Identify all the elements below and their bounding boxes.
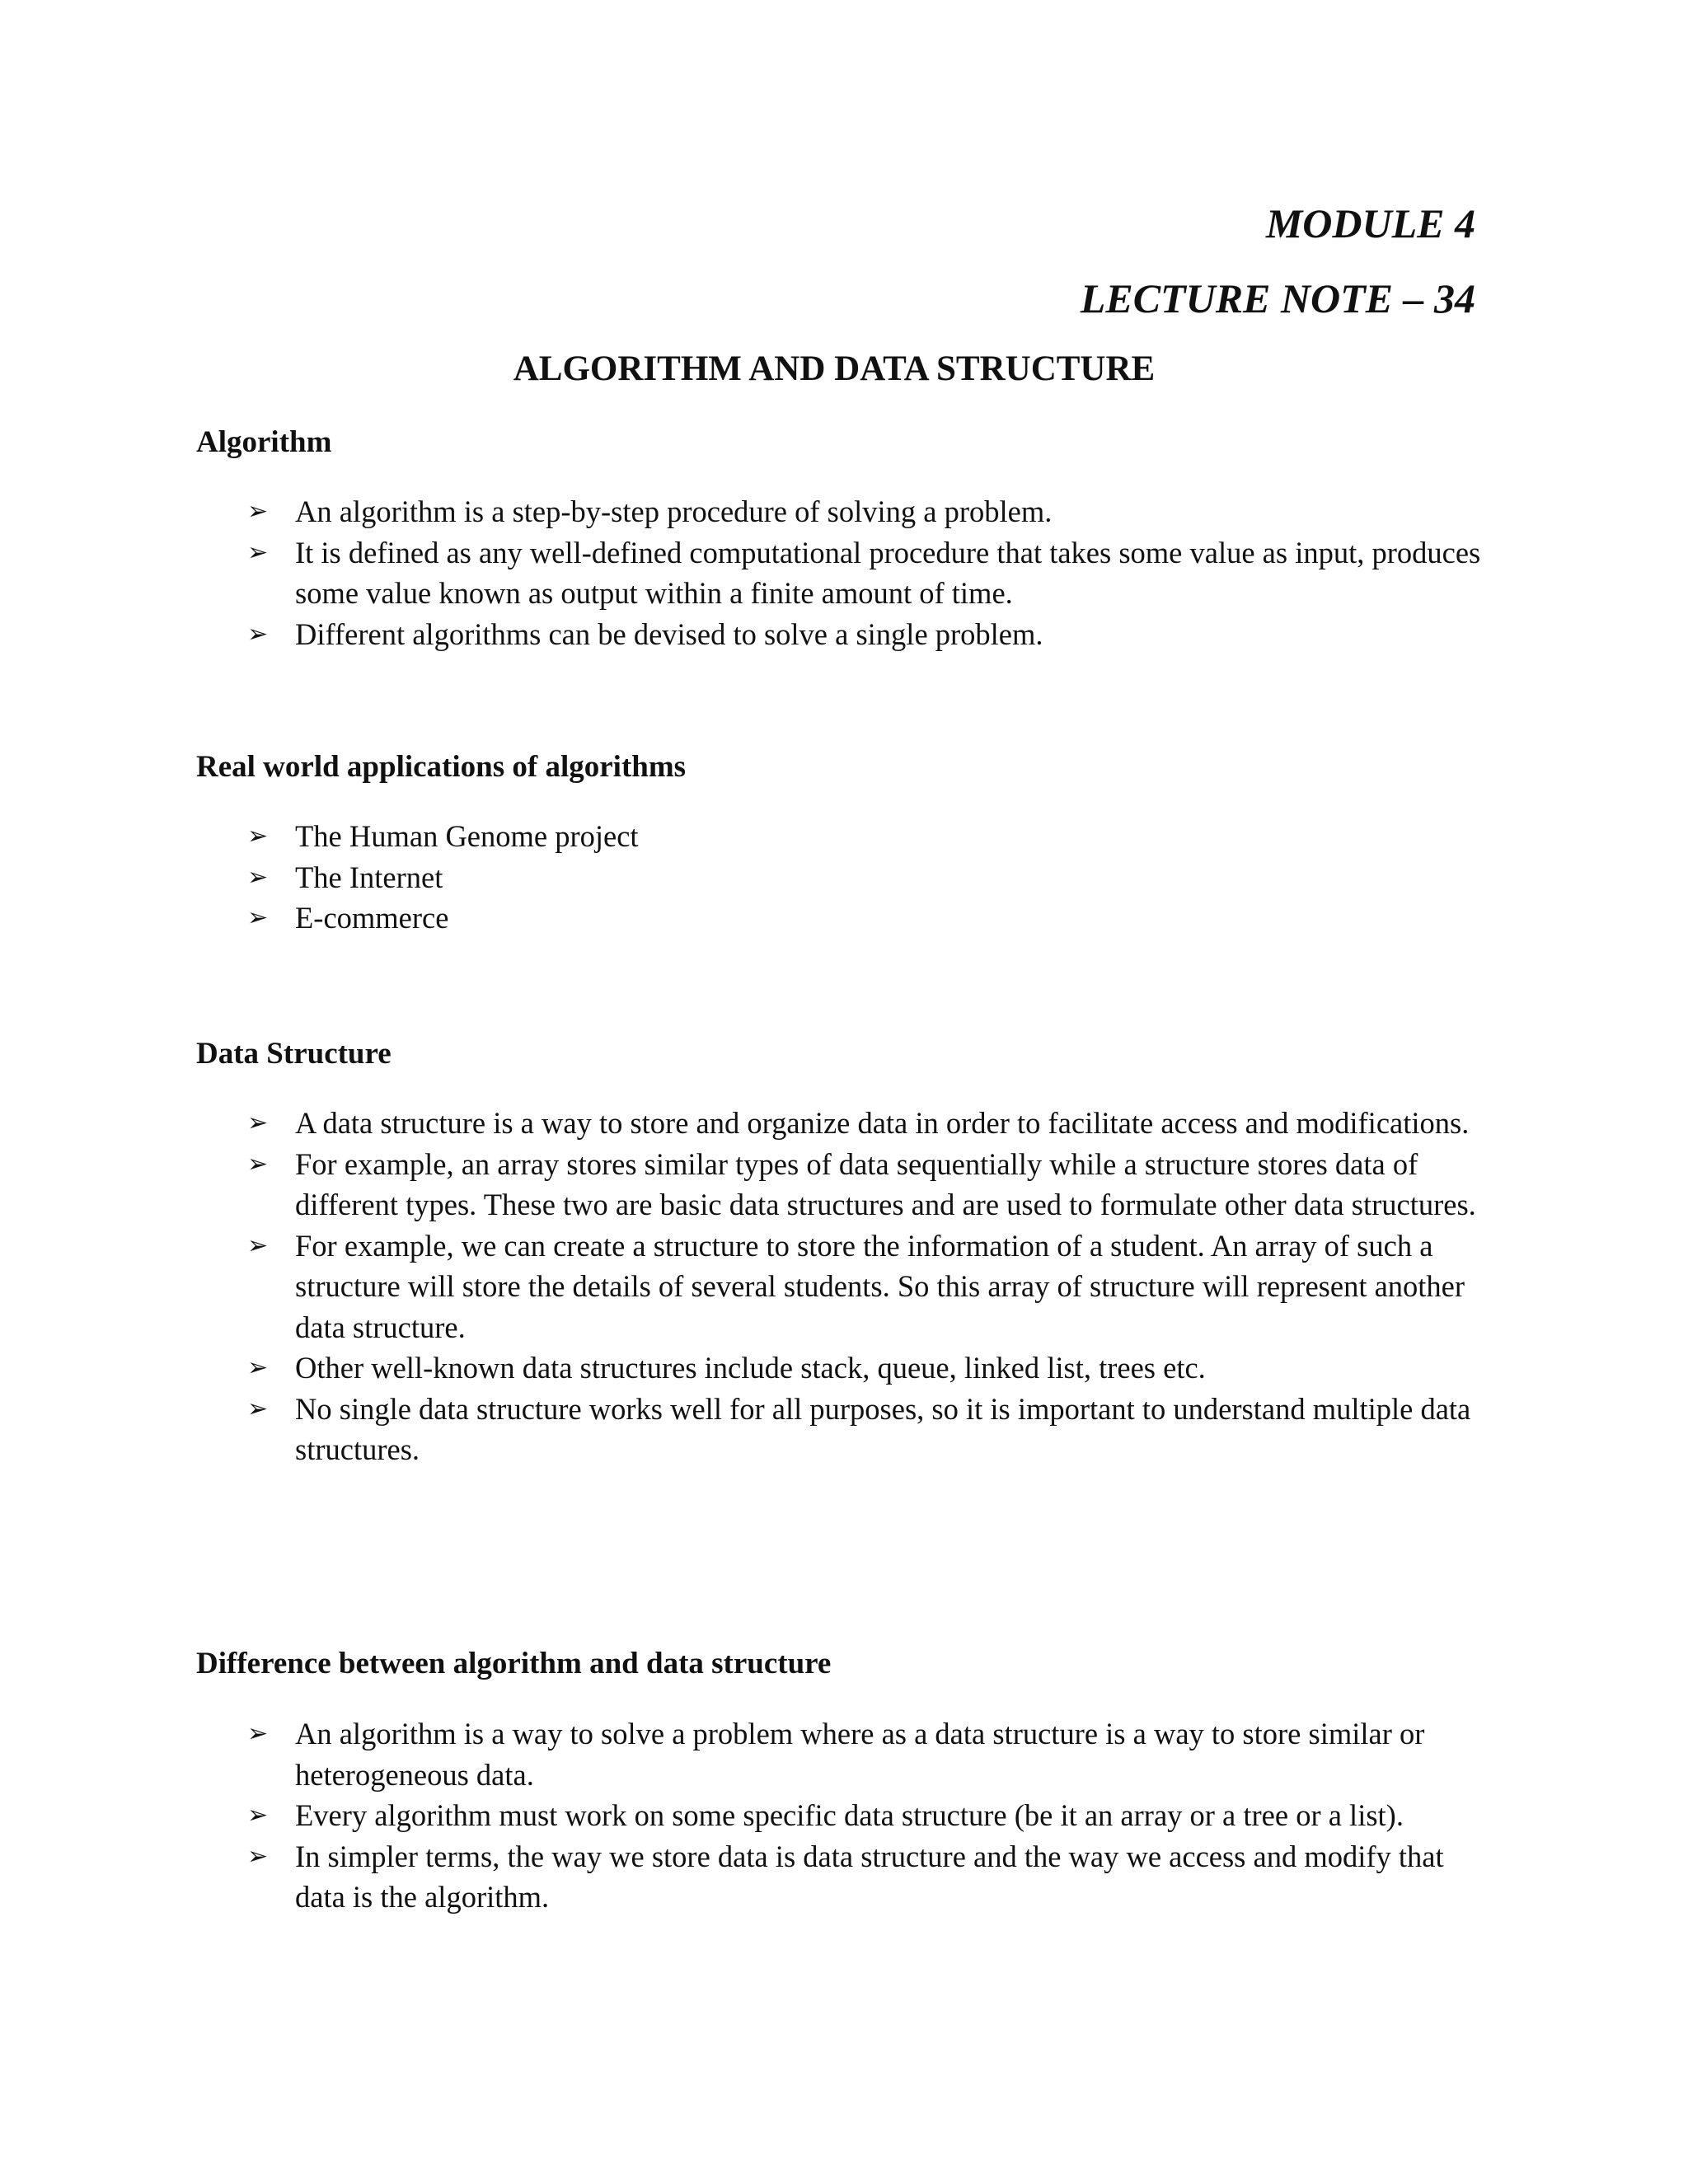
section-heading-algorithm: Algorithm: [196, 425, 332, 459]
list-item: [247, 1836, 1492, 1918]
list-item-text: Different algorithms can be devised to solve a single problem.: [295, 616, 1043, 651]
arrow-bullet-icon: ➢: [247, 497, 269, 526]
list-item: [247, 532, 1492, 614]
list-item-text: E-commerce: [295, 901, 449, 935]
list-item: [247, 1226, 1492, 1348]
list-item-text: Other well-known data structures include stack, queue, linked list, trees etc.: [295, 1351, 1206, 1385]
arrow-bullet-icon: ➢: [247, 1841, 269, 1871]
list-item-text: An algorithm is a step-by-step procedure of solving a problem.: [295, 494, 1053, 528]
arrow-bullet-icon: ➢: [247, 1108, 269, 1137]
arrow-bullet-icon: ➢: [247, 1353, 269, 1382]
list-item: [247, 898, 1492, 939]
arrow-bullet-icon: ➢: [247, 537, 269, 567]
list-item: [247, 1103, 1492, 1144]
list-item-text: An algorithm is a way to solve a problem where as a data structure is a way to store similar or heterogeneous data.: [295, 1717, 1425, 1792]
arrow-bullet-icon: ➢: [247, 1719, 269, 1748]
list-item: [247, 1389, 1492, 1470]
list-item: [247, 491, 1492, 532]
difference-bullet-list: [247, 1713, 1492, 1918]
arrow-bullet-icon: ➢: [247, 1801, 269, 1830]
applications-bullet-list: [247, 816, 1492, 939]
list-item: [247, 857, 1492, 898]
section-heading-difference: Difference between algorithm and data structure: [196, 1647, 832, 1680]
arrow-bullet-icon: ➢: [247, 1394, 269, 1423]
arrow-bullet-icon: ➢: [247, 1149, 269, 1179]
section-heading-applications: Real world applications of algorithms: [196, 750, 687, 784]
list-item-text: For example, an array stores similar types of data sequentially while a structure stores data of different types. These two are basic data structures and are used to formulate other data structures.: [295, 1146, 1476, 1221]
section-heading-data-structure: Data Structure: [196, 1037, 392, 1071]
algorithm-bullet-list: [247, 491, 1492, 654]
lecture-note-title: LECTURE NOTE – 34: [1080, 275, 1475, 321]
module-title: MODULE 4: [1265, 200, 1475, 246]
list-item-text: In simpler terms, the way we store data is data structure and the way we access and modify that data is the algorithm.: [295, 1839, 1444, 1914]
arrow-bullet-icon: ➢: [247, 619, 269, 649]
arrow-bullet-icon: ➢: [247, 1230, 269, 1260]
list-item-text: For example, we can create a structure to store the information of a student. An array of such a structure will store the details of several students. So this array of structure will represent another data structure.: [295, 1228, 1465, 1344]
list-item-text: The Internet: [295, 860, 443, 894]
list-item-text: Every algorithm must work on some specific data structure (be it an array or a tree or a list).: [295, 1798, 1404, 1832]
page-title: ALGORITHM AND DATA STRUCTURE: [513, 349, 1156, 388]
list-item: [247, 1795, 1492, 1836]
list-item: [247, 1347, 1492, 1389]
list-item: [247, 614, 1492, 655]
arrow-bullet-icon: ➢: [247, 862, 269, 892]
list-item-text: The Human Genome project: [295, 819, 639, 853]
data-structure-bullet-list: [247, 1103, 1492, 1470]
list-item-text: It is defined as any well-defined computational procedure that takes some value as input, produces some value known as output within a finite amount of time.: [295, 535, 1481, 610]
list-item: [247, 816, 1492, 857]
arrow-bullet-icon: ➢: [247, 903, 269, 932]
arrow-bullet-icon: ➢: [247, 822, 269, 851]
list-item: [247, 1144, 1492, 1226]
list-item-text: A data structure is a way to store and organize data in order to facilitate access and modifications.: [295, 1106, 1470, 1140]
list-item: [247, 1713, 1492, 1795]
list-item-text: No single data structure works well for all purposes, so it is important to understand multiple data structures.: [295, 1391, 1471, 1466]
